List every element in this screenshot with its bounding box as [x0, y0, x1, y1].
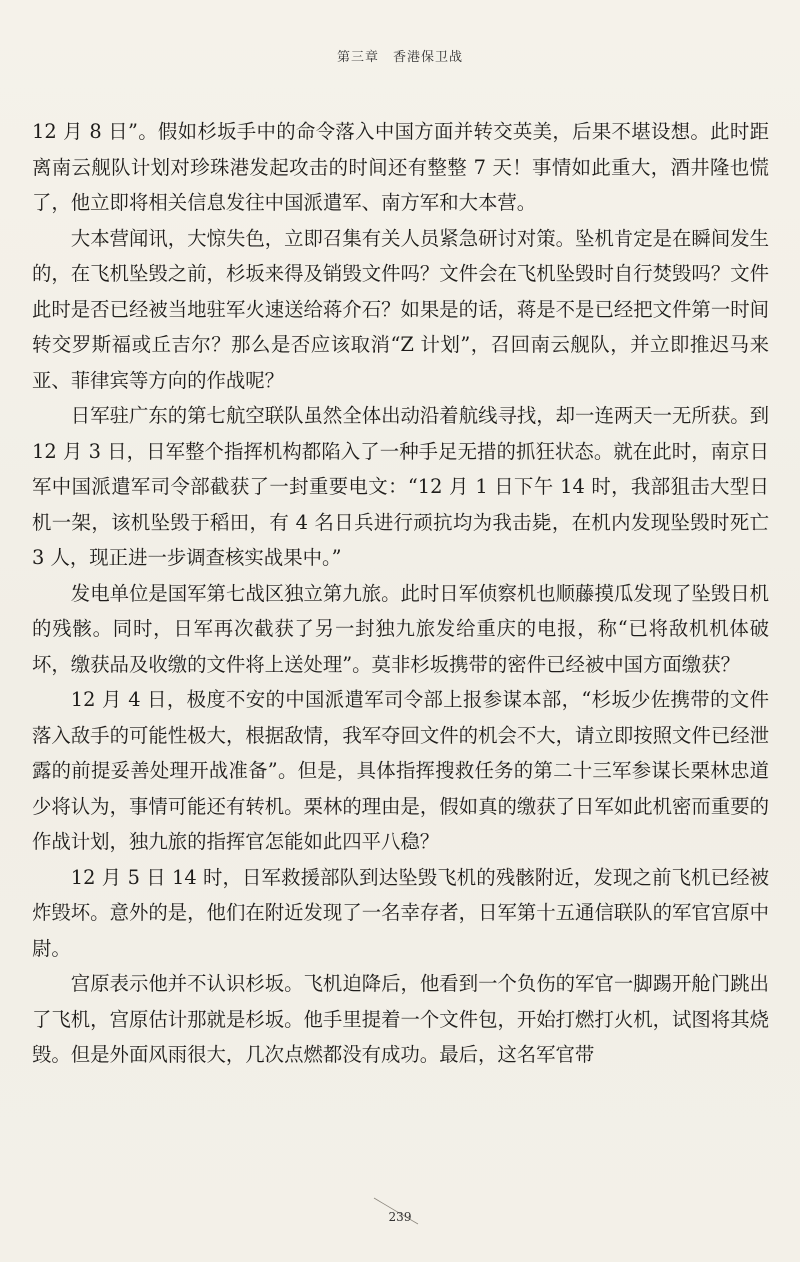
page-number: 239	[388, 1210, 412, 1224]
paragraph: 大本营闻讯，大惊失色，立即召集有关人员紧急研讨对策。坠机肯定是在瞬间发生的，在飞机坠毁之前，杉坂来得及销毁文件吗？文件会在飞机坠毁时自行焚毁吗？文件此时是否已经被当地驻军火速送给蒋介石？如果是的话，蒋是不是已经把文件第一时间转交罗斯福或丘吉尔？那么是否应该取消“Z 计划”，召回南云舰队，并立即推迟马来亚、菲律宾等方向的作战呢？	[32, 226, 769, 392]
paragraph: 12 月 4 日，极度不安的中国派遣军司令部上报参谋本部，“杉坂少佐携带的文件落入敌手的可能性极大，根据敌情，我军夺回文件的机会不大，请立即按照文件已经泄露的前提妥善处理开战准备”。但是，具体指挥搜救任务的第二十三军参谋长栗林忠道少将认为，事情可能还有转机。栗林的理由是，假如真的缴获了日军如此机密而重要的作战计划，独九旅的指挥官怎能如此四平八稳？	[32, 688, 769, 853]
paragraph: 发电单位是国军第七战区独立第九旅。此时日军侦察机也顺藤摸瓜发现了坠毁日机的残骸。同时，日军再次截获了另一封独九旅发给重庆的电报，称“已将敌机机体破坏，缴获品及收缴的文件将上送处理”。莫非杉坂携带的密件已经被中国方面缴获？	[32, 581, 769, 676]
paragraph: 宫原表示他并不认识杉坂。飞机迫降后，他看到一个负伤的军官一脚踢开舱门跳出了飞机，宫原估计那就是杉坂。他手里提着一个文件包，开始打燃打火机，试图将其烧毁。但是外面风雨很大，几次点燃都没有成功。最后，这名军官带	[32, 972, 769, 1066]
paragraph: 日军驻广东的第七航空联队虽然全体出动沿着航线寻找，却一连两天一无所获。到 12 月 3 日，日军整个指挥机构都陷入了一种手足无措的抓狂状态。就在此时，南京日军中国派遣军司令部截获了一封重要电文：“12 月 1 日下午 14 时，我部狙击大型日机一架，该机坠毁于稻田，有 4 名日兵进行顽抗均为我击毙，在机内发现坠毁时死亡 3 人，现正进一步调查核实战果中。”	[32, 404, 769, 569]
paragraph: 12 月 5 日 14 时，日军救援部队到达坠毁飞机的残骸附近，发现之前飞机已经被炸毁坏。意外的是，他们在附近发现了一名幸存者，日军第十五通信联队的军官宫原中尉。	[32, 865, 769, 960]
body-text	[32, 114, 769, 1073]
paragraph: 12 月 8 日”。假如杉坂手中的命令落入中国方面并转交英美，后果不堪设想。此时距离南云舰队计划对珍珠港发起攻击的时间还有整整 7 天！事情如此重大，酒井隆也慌了，他立即将相关信息发往中国派遣军、南方军和大本营。	[32, 120, 769, 214]
running-head: 第三章 香港保卫战	[336, 50, 463, 65]
